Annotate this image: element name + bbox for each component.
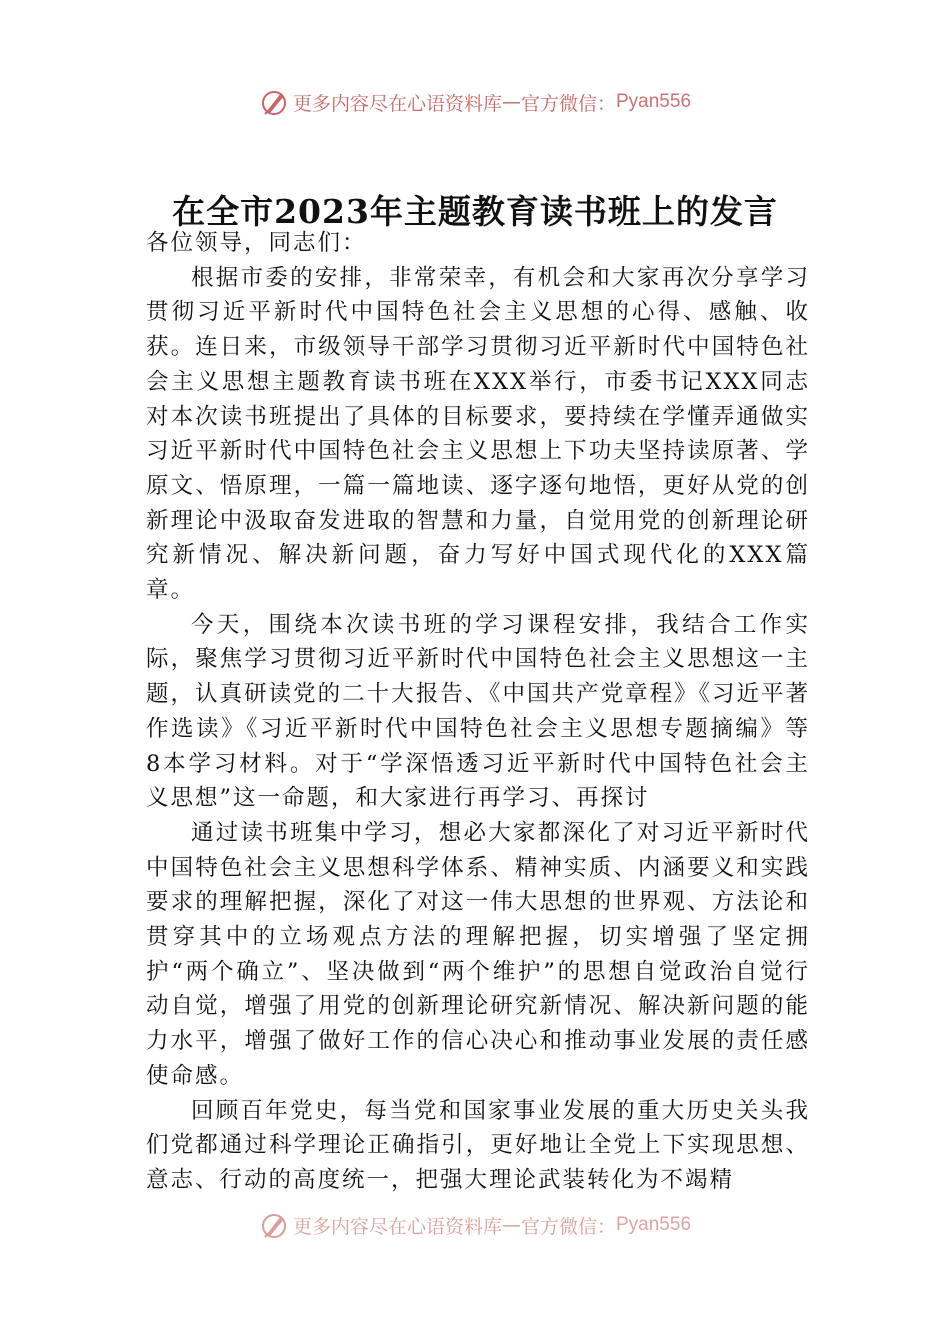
document-title: 在全市2023年主题教育读书班上的发言 xyxy=(172,192,778,231)
watermark-footer xyxy=(0,1205,950,1245)
watermark-contact-text: 官方微信： xyxy=(520,1215,616,1238)
paragraph-4: 回顾百年党史，每当党和国家事业发展的重大历史关头我们党都通过科学理论正确指引，更好地让全党上下实现思想、意志、行动的高度统一，把强大理论武装转化为不竭精 xyxy=(146,1097,810,1193)
quill-pen-logo-icon xyxy=(259,87,289,117)
watermark-contact-id: Pyan556 xyxy=(616,1214,692,1235)
watermark-separator: — xyxy=(501,1214,521,1236)
paragraph-1: 根据市委的安排，非常荣幸，有机会和大家再次分享学习贯彻习近平新时代中国特色社会主义思想的心得、感触、收获。连日来，市级领导干部学习贯彻习近平新时代中国特色社会主义思想主题教育读书班在XXX举行，市委书记XXX同志对本次读书班提出了具体的目标要求，要持续在学懂弄通做实习近平新时代中国特色社会主义思想上下功夫坚持读原著、学原文、悟原理，一篇一篇地读、逐字逐句地悟，更好从党的创新理论中汲取奋发进取的智慧和力量，自觉用党的创新理论研究新情况、解决新问题，奋力写好中国式现代化的XXX篇章。 xyxy=(146,264,810,604)
watermark-separator: — xyxy=(501,91,521,113)
watermark-contact-id: Pyan556 xyxy=(616,91,692,112)
watermark-site-text: 更多内容尽在心语资料库 xyxy=(292,1215,502,1238)
quill-pen-logo-icon xyxy=(259,1210,289,1240)
paragraph-2: 今天，围绕本次读书班的学习课程安排，我结合工作实际，聚焦学习贯彻习近平新时代中国特色社会主义思想这一主题，认真研读党的二十大报告、《中国共产党章程》《习近平著作选读》《习近平新时代中国特色社会主义思想专题摘编》等8本学习材料。对于“学深悟透习近平新时代中国特色社会主义思想”这一命题，和大家进行再学习、再探讨 xyxy=(146,611,810,812)
watermark-site-text: 更多内容尽在心语资料库 xyxy=(292,92,502,115)
paragraph-3: 通过读书班集中学习，想必大家都深化了对习近平新时代中国特色社会主义思想科学体系、精神实质、内涵要义和实践要求的理解把握，深化了对这一伟大思想的世界观、方法论和贯穿其中的立场观点方法的理解把握，切实增强了坚定拥护“两个确立”、坚决做到“两个维护”的思想自觉政治自觉行动自觉，增强了用党的创新理论研究新情况、解决新问题的能力水平，增强了做好工作的信心决心和推动事业发展的责任感使命感。 xyxy=(146,819,810,1089)
watermark-contact-text: 官方微信： xyxy=(520,92,616,115)
salutation: 各位领导，同志们： xyxy=(146,230,367,256)
document-body xyxy=(146,226,810,1216)
watermark-header xyxy=(0,82,950,122)
